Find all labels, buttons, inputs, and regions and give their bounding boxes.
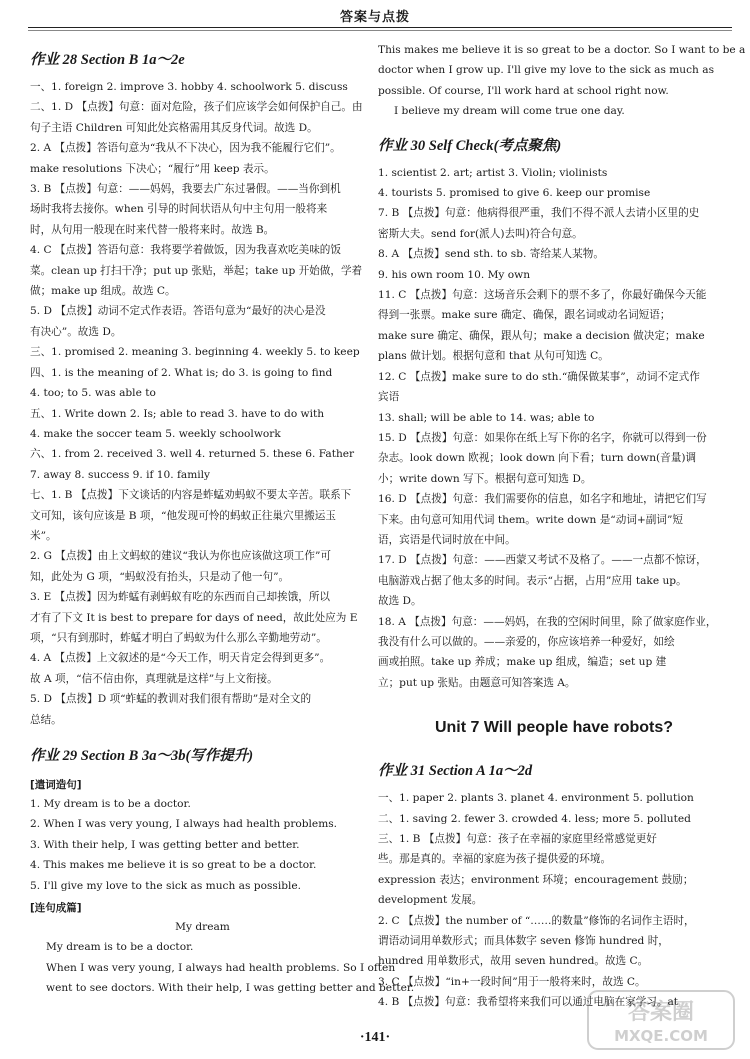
- answer-line: 4. too; to 5. was able to: [30, 387, 156, 400]
- answer-line: 时，从句用一般现在时来代替一般将来时。故选 B。: [30, 223, 275, 236]
- answer-line: 一、1. paper 2. plants 3. planet 4. environment 5. pollution: [378, 792, 694, 805]
- answer-line: 我没有什么可以做的。——亲爱的，你应该培养一种爱好，如绘: [378, 635, 675, 648]
- answer-line: 3. With their help, I was getting better and better.: [30, 838, 300, 851]
- answer-line: 立；put up 张贴。由题意可知答案选 A。: [378, 676, 576, 689]
- answer-line: make resolutions 下决心；“履行”用 keep 表示。: [30, 162, 275, 175]
- section-28-answers: [30, 77, 375, 730]
- answer-line: 5. D 【点拨】动词不定式作表语。答语句意为“最好的决心是没: [30, 305, 326, 318]
- answer-line: 一、1. foreign 2. improve 3. hobby 4. schoolwork 5. discuss: [30, 81, 348, 93]
- answer-line: 四、1. is the meaning of 2. What is; do 3. is going to find: [30, 366, 333, 379]
- answer-line: This makes me believe it is so great to be a doctor. So I want to be a: [378, 44, 746, 56]
- answer-line: 有决心”。故选 D。: [30, 325, 122, 338]
- answer-line: 2. A 【点拨】答语句意为“我从不下决心，因为我不能履行它们”。: [30, 142, 341, 155]
- answer-line: 16. D 【点拨】句意：我们需要你的信息，如名字和地址，请把它们写: [378, 493, 707, 506]
- answer-line: 句子主语 Children 可知此处宾格需用其反身代词。故选 D。: [30, 121, 318, 134]
- answer-line: 才有了下文 It is best to prepare for days of need，故此处应为 E: [30, 611, 358, 624]
- section-29-sentences: [30, 794, 375, 896]
- answer-line: 七、1. B 【点拨】下文谈话的内容是蚱蜢劝蚂蚁不要太辛苦。联系下: [30, 489, 352, 502]
- section-31-answers: [378, 788, 730, 1012]
- answer-line: 1. scientist 2. art; artist 3. Violin; violinists: [378, 166, 608, 179]
- answer-line: 11. C 【点拨】句意：这场音乐会剩下的票不多了，你最好确保今天能: [378, 289, 707, 302]
- answer-line: 3. C 【点拨】“in+一段时间”用于一般将来时，故选 C。: [378, 975, 646, 988]
- essay-continuation: [378, 40, 746, 122]
- answer-line: plans 做计划。根据句意和 that 从句可知选 C。: [378, 350, 609, 363]
- answer-line: doctor when I grow up. I'll give my love to the sick as much as: [378, 64, 715, 77]
- answer-line: 项，“只有到那时，蚱蜢才明白了蚂蚁为什么那么辛勤地劳动”。: [30, 631, 327, 644]
- essay-body: [30, 937, 415, 998]
- box-heading-word-sentence: [遣词造句]: [30, 779, 82, 791]
- page-number: ·141·: [359, 1030, 391, 1045]
- header-divider-thin: [28, 30, 732, 31]
- answer-line: 7. away 8. success 9. if 10. family: [30, 468, 211, 481]
- answer-line: 17. D 【点拨】句意：——西蒙又考试不及格了。——一点都不惊讶，: [378, 554, 707, 567]
- answer-line: hundred 用单数形式，故用 seven hundred。故选 C。: [378, 955, 649, 968]
- answer-line: When I was very young, I always had health problems. So I often: [46, 961, 396, 974]
- watermark-text-url: MXQE.COM: [614, 1027, 708, 1045]
- unit-title: Unit 7 Will people have robots?: [434, 719, 674, 737]
- answer-line: 故 A 项，“信不信由你，真理就是这样”与上文衔接。: [30, 672, 278, 685]
- answer-line: 15. D 【点拨】句意：如果你在纸上写下你的名字，你就可以得到一份: [378, 431, 707, 444]
- answer-line: 些。那是真的。幸福的家庭为孩子提供爱的环境。: [378, 853, 612, 866]
- essay-title: My dream: [175, 921, 230, 934]
- answer-line: 三、1. B 【点拨】句意：孩子在幸福的家庭里经常感觉更好: [378, 833, 657, 845]
- answer-line: 谓语动词用单数形式；而具体数字 seven 修饰 hundred 时，: [378, 935, 669, 948]
- answer-line: 12. C 【点拨】make sure to do sth.“确保做某事”，动词不定式作: [378, 370, 700, 383]
- answer-line: 8. A 【点拨】send sth. to sb. 寄给某人某物。: [378, 248, 604, 261]
- answer-line: 5. D 【点拨】D 项“蚱蜢的教训对我们很有帮助”是对全文的: [30, 693, 312, 706]
- answer-line: 7. B 【点拨】句意：他病得很严重，我们不得不派人去请小区里的史: [378, 207, 700, 220]
- answer-line: 电脑游戏占据了他太多的时间。表示“占据，占用”应用 take up。: [378, 574, 687, 587]
- section-title-31: 作业 31 Section A 1a～2d: [378, 763, 533, 780]
- answer-line: development 发展。: [378, 894, 483, 907]
- answer-line: 4. make the soccer team 5. weekly schoolwork: [30, 427, 281, 440]
- answer-line: 文可知，该句应该是 B 项，“他发现可怜的蚂蚁正往巢穴里搬运玉: [30, 509, 336, 522]
- answer-line: 13. shall; will be able to 14. was; able to: [378, 411, 595, 424]
- answer-line: 做；make up 组成。故选 C。: [30, 285, 176, 298]
- answer-line: 知，此处为 G 项，“蚂蚁没有抬头，只是动了他一句”。: [30, 570, 290, 583]
- answer-line: 三、1. promised 2. meaning 3. beginning 4. weekly 5. to keep: [30, 346, 360, 359]
- answer-line: 二、1. D 【点拨】句意：面对危险，孩子们应该学会如何保护自己。由: [30, 101, 363, 114]
- answer-line: 得到一张票。make sure 确定、确保，跟名词或动名词短语；: [378, 309, 671, 322]
- answer-line: expression 表达；environment 环境；encouragement 鼓励；: [378, 873, 694, 886]
- header-divider: [28, 27, 732, 28]
- answer-line: 小；write down 写下。根据句意可知选 D。: [378, 472, 592, 485]
- answer-line: 杂志。look down 欧视；look down 向下看；turn down(音量)调: [378, 452, 697, 465]
- answer-line: possible. Of course, I'll work hard at school right now.: [378, 84, 669, 97]
- answer-line: 3. E 【点拨】因为蚱蜢有剥蚂蚁有吃的东西而自己却挨饿，所以: [30, 591, 331, 604]
- section-title-29: 作业 29 Section B 3a～3b(写作提升): [30, 748, 254, 764]
- answer-line: 3. B 【点拨】句意：——妈妈，我要去广东过暑假。——当你到机: [30, 183, 341, 196]
- answer-line: 宾语: [378, 391, 400, 404]
- watermark-logo: [586, 989, 736, 1051]
- watermark-text-cn: 答案圈: [627, 1000, 695, 1025]
- answer-line: 1. My dream is to be a doctor.: [30, 798, 191, 810]
- answer-line: 4. tourists 5. promised to give 6. keep our promise: [378, 187, 651, 200]
- right-column: [378, 40, 746, 1013]
- answer-line: 二、1. saving 2. fewer 3. crowded 4. less; more 5. polluted: [378, 812, 691, 825]
- answer-line: 总结。: [30, 713, 62, 726]
- answer-line: 故选 D。: [378, 595, 422, 608]
- answer-line: 场时我将去接你。when 引导的时间状语从句中主句用一般将来: [30, 203, 328, 216]
- answer-line: 2. When I was very young, I always had health problems.: [30, 818, 338, 831]
- answer-line: 语，宾语是代词时放在中间。: [378, 533, 516, 546]
- answer-line: 4. A 【点拨】上文叙述的是“今天工作，明天肯定会得到更多”。: [30, 652, 331, 665]
- answer-line: 2. C 【点拨】the number of “……的数量”修饰的名词作主语时，: [378, 914, 695, 927]
- answer-line: 5. I'll give my love to the sick as much as possible.: [30, 879, 302, 892]
- answer-line: 菜。clean up 打扫干净；put up 张贴，举起；take up 开始做，学着: [30, 264, 363, 277]
- section-30-answers: [378, 163, 730, 694]
- answer-line: 六、1. from 2. received 3. well 4. returned 5. these 6. Father: [30, 448, 355, 461]
- answer-line: 画或拍照。take up 养成；make up 组成，编造；set up 建: [378, 656, 667, 669]
- answer-line: I believe my dream will come true one day.: [394, 105, 625, 118]
- answer-line: My dream is to be a doctor.: [46, 941, 194, 954]
- answer-line: 18. A 【点拨】句意：——妈妈，在我的空闲时间里，除了做家庭作业，: [378, 615, 717, 628]
- answer-line: 4. C 【点拨】答语句意：我将要学着做饭，因为我喜欢吃美味的饭: [30, 244, 341, 257]
- answer-line: 4. This makes me believe it is so great to be a doctor.: [30, 859, 317, 872]
- section-title-28: 作业 28 Section B 1a～2e: [30, 52, 185, 68]
- answer-line: make sure 确定、确保，跟从句；make a decision 做决定；make: [378, 329, 705, 342]
- answer-line: 五、1. Write down 2. Is; able to read 3. have to do with: [30, 407, 325, 420]
- answer-line: 下来。由句意可知用代词 them。write down 是“动词+副词”短: [378, 513, 683, 526]
- box-heading-composition: [连句成篇]: [30, 902, 82, 915]
- answer-line: 米”。: [30, 529, 57, 542]
- answer-line: 密斯大夫。send for(派人)去叫)符合句意。: [378, 227, 583, 240]
- section-title-30: 作业 30 Self Check(考点聚焦): [378, 137, 562, 154]
- answer-line: 2. G 【点拨】由上文蚂蚁的建议“我认为你也应该做这项工作”可: [30, 550, 331, 563]
- answer-line: 4. B 【点拨】句意：我希望将来我们可以通过电脑在家学习。at: [378, 996, 679, 1009]
- answer-line: went to see doctors. With their help, I was getting better and better.: [46, 982, 415, 995]
- page-header: 答案与点拨: [339, 10, 410, 25]
- answer-line: 9. his own room 10. My own: [378, 268, 531, 281]
